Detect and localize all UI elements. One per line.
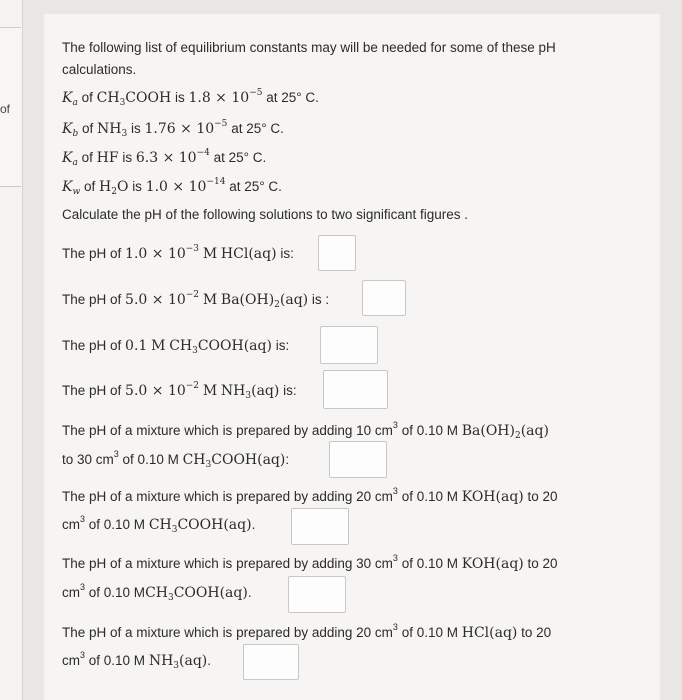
question-7-line-2: $cm^3$ of 0.10 $MCH_3COOH(aq)$. xyxy=(62,582,252,603)
answer-input-q1[interactable] xyxy=(318,235,356,271)
answer-input-q5[interactable] xyxy=(329,441,387,478)
instruction-text: Calculate the pH of the following solutions to two significant figures . xyxy=(62,207,468,222)
constant-row: $K_a$ of $CH_3COOH$ is $1.8 \times 10^{-5}$ at 25° C. xyxy=(62,88,319,108)
question-8-line-1: The pH of a mixture which is prepared by adding 20 $cm^3$ of 0.10 M HCl(aq) to 20 xyxy=(62,622,552,641)
question-2: The pH of $5.0 \times 10^{-2}$ M $Ba(OH)_2(aq)$ is : xyxy=(62,290,330,310)
question-1: The pH of $1.0 \times 10^{-3}$ M HCl(aq) is: xyxy=(62,244,294,262)
question-6-line-1: The pH of a mixture which is prepared by adding 20 $cm^3$ of 0.10 M KOH(aq) to 20 xyxy=(62,486,558,505)
left-tab-text: of xyxy=(0,102,11,116)
constant-row: $K_b$ of $NH_3$ is $1.76 \times 10^{-5}$ at 25° C. xyxy=(62,119,284,139)
answer-input-q2[interactable] xyxy=(362,280,406,316)
answer-input-q3[interactable] xyxy=(320,326,378,364)
constant-row: $K_w$ of $H_2O$ is $1.0 \times 10^{-14}$ at 25° C. xyxy=(62,177,282,197)
intro-line-2: calculations. xyxy=(62,62,137,77)
answer-input-q4[interactable] xyxy=(323,370,388,409)
question-4: The pH of $5.0 \times 10^{-2}$ M $NH_3(aq)$ is: xyxy=(62,381,297,401)
question-7-line-1: The pH of a mixture which is prepared by adding 30 $cm^3$ of 0.10 M KOH(aq) to 20 xyxy=(62,553,558,572)
answer-input-q6[interactable] xyxy=(291,508,349,545)
question-5-line-2: to 30 $cm^3$ of 0.10 M $CH_3COOH(aq)$: xyxy=(62,449,290,470)
question-3: The pH of 0.1 M $CH_3COOH(aq)$ is: xyxy=(62,338,290,356)
question-5-line-1: The pH of a mixture which is prepared by adding 10 $cm^3$ of 0.10 M $Ba(OH)_2(aq)$ xyxy=(62,420,549,441)
intro-line-1: The following list of equilibrium constants may will be needed for some of these pH xyxy=(62,40,556,55)
constant-row: $K_a$ of HF is $6.3 \times 10^{-4}$ at 25° C. xyxy=(62,148,267,168)
question-8-line-2: $cm^3$ of 0.10 M $NH_3(aq)$. xyxy=(62,650,212,671)
answer-input-q8[interactable] xyxy=(243,644,299,680)
answer-input-q7[interactable] xyxy=(288,576,346,613)
question-6-line-2: $cm^3$ of 0.10 M $CH_3COOH(aq)$. xyxy=(62,514,256,535)
